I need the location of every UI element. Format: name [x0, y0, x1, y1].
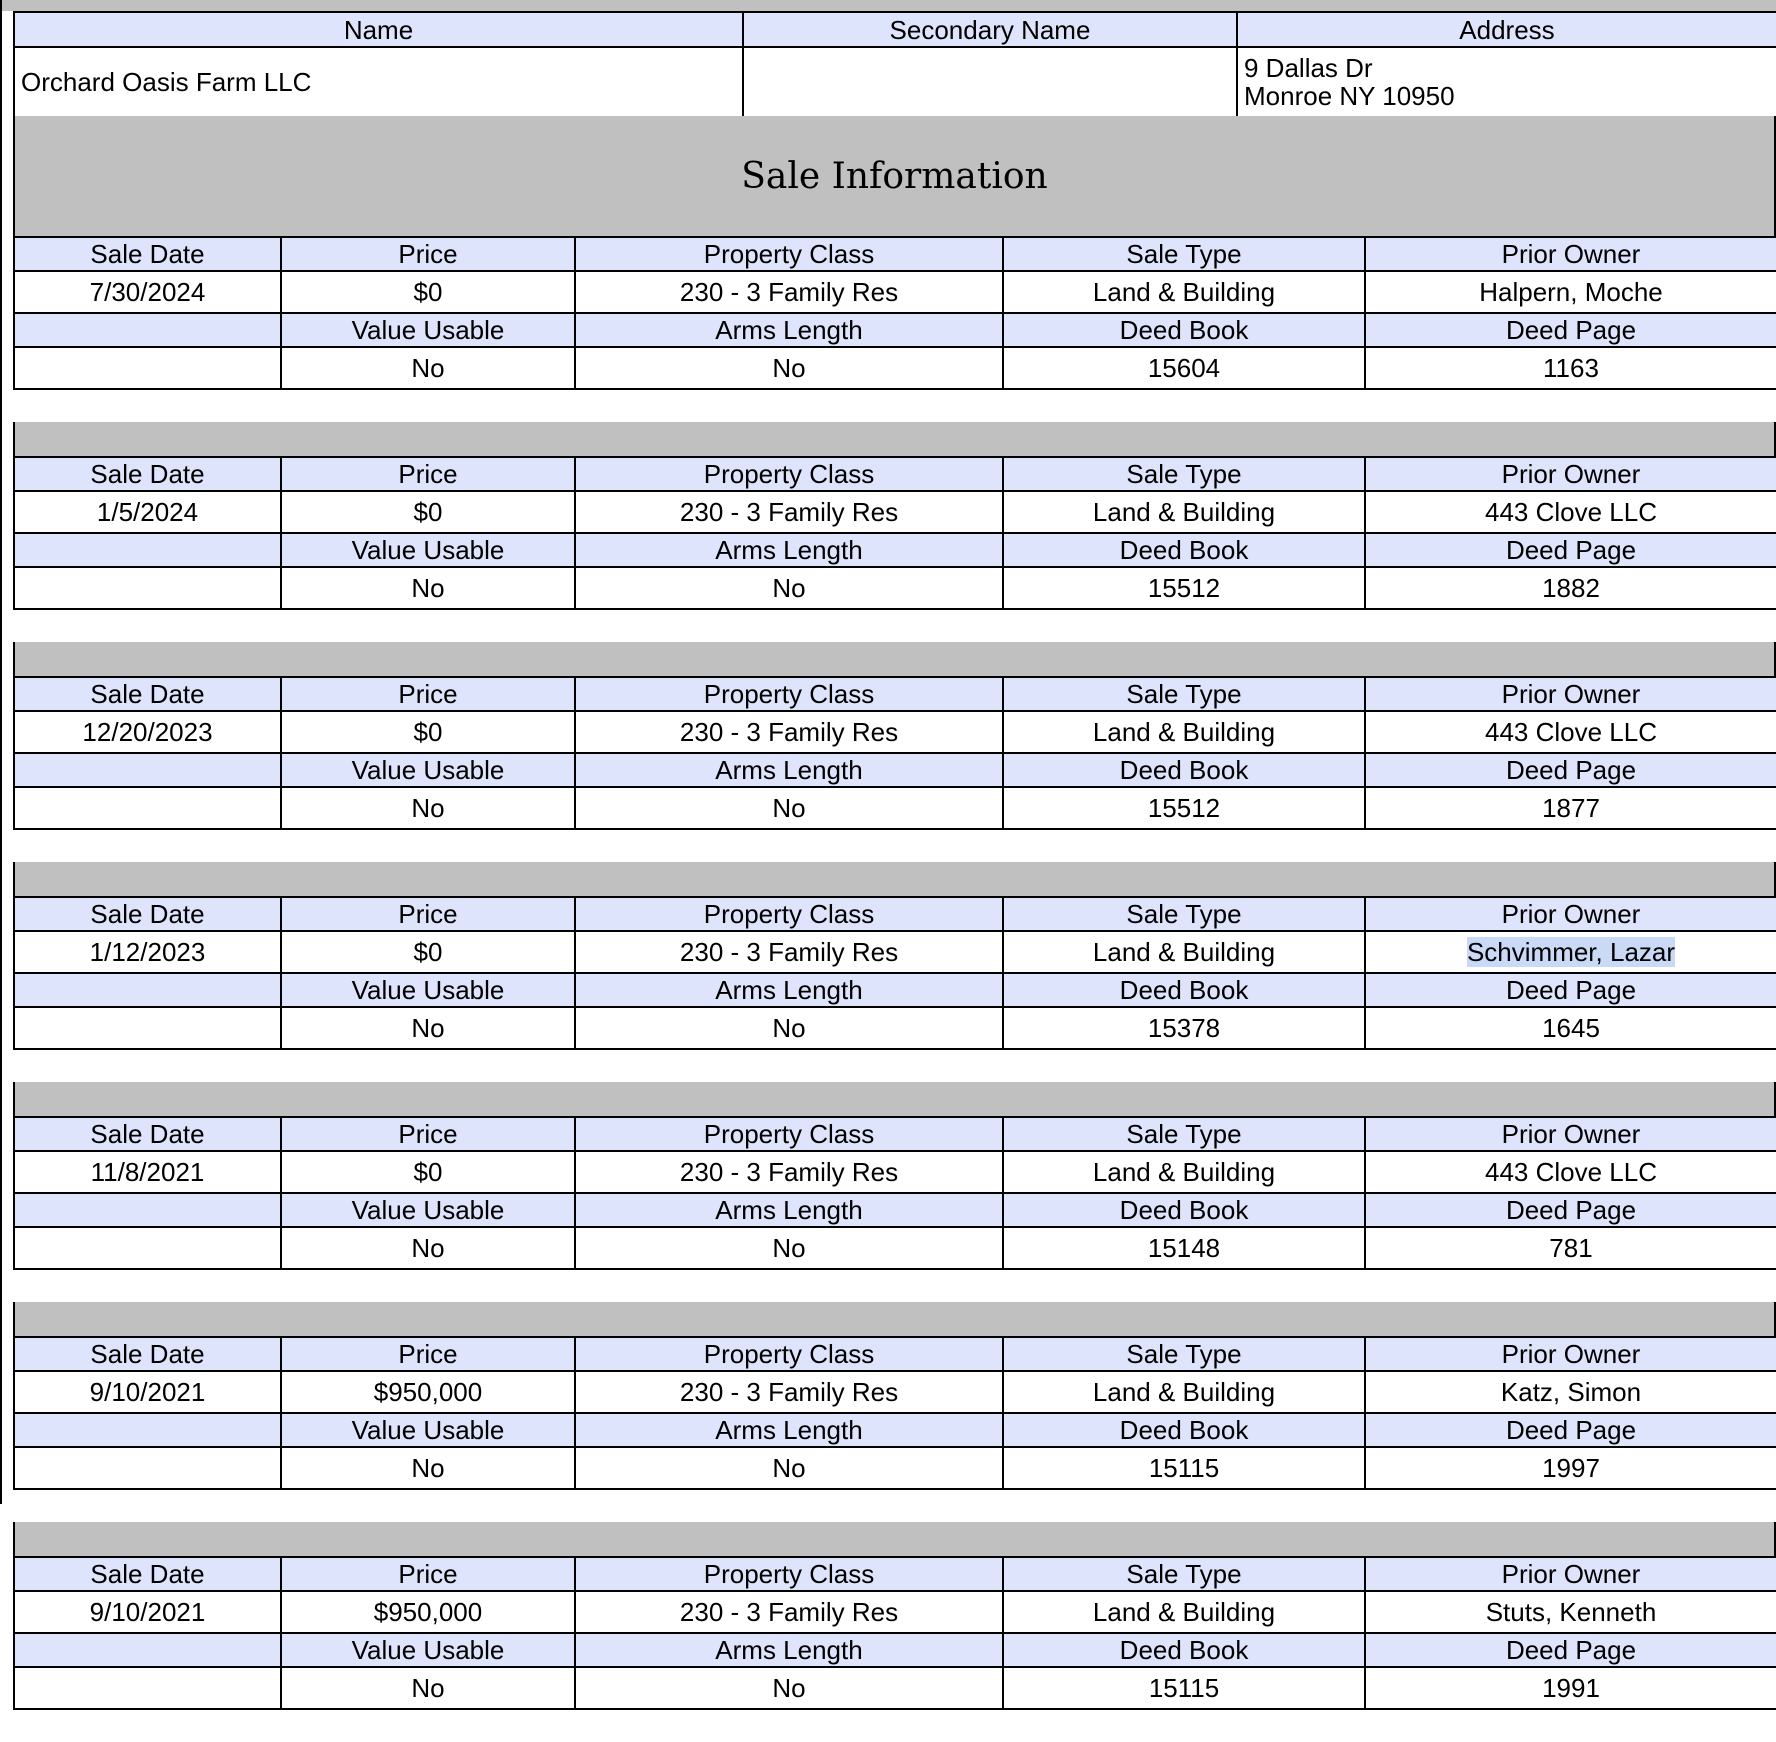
blank-cell	[14, 1447, 281, 1489]
arms-length-label: Arms Length	[575, 1193, 1003, 1227]
blank-cell	[14, 1667, 281, 1709]
property-class-label: Property Class	[575, 1337, 1003, 1371]
prior-owner-cell: 443 Clove LLC	[1365, 1151, 1776, 1193]
property-class-cell: 230 - 3 Family Res	[575, 1151, 1003, 1193]
sale-record	[13, 896, 1776, 1082]
deed-page-label: Deed Page	[1365, 533, 1776, 567]
arms-length-label: Arms Length	[575, 1633, 1003, 1667]
property-class-label: Property Class	[575, 1117, 1003, 1151]
sale-date-cell: 7/30/2024	[14, 271, 281, 313]
arms-length-label: Arms Length	[575, 533, 1003, 567]
sale-data-row	[14, 787, 1776, 829]
sale-label-row	[14, 313, 1776, 347]
value-usable-label: Value Usable	[281, 1413, 575, 1447]
blank-cell	[14, 1227, 281, 1269]
prior-owner-cell: Stuts, Kenneth	[1365, 1591, 1776, 1633]
sale-record	[13, 236, 1776, 422]
sale-data-row	[14, 347, 1776, 389]
arms-length-cell: No	[575, 1007, 1003, 1049]
sale-type-cell: Land & Building	[1003, 1151, 1365, 1193]
price-label: Price	[281, 677, 575, 711]
sale-date-label: Sale Date	[14, 1337, 281, 1371]
sale-label-row	[14, 237, 1776, 271]
price-cell: $950,000	[281, 1371, 575, 1413]
blank-label	[14, 1413, 281, 1447]
prior-owner-label: Prior Owner	[1365, 1337, 1776, 1371]
arms-length-label: Arms Length	[575, 313, 1003, 347]
sale-type-label: Sale Type	[1003, 1337, 1365, 1371]
deed-book-label: Deed Book	[1003, 1193, 1365, 1227]
deed-page-cell: 1991	[1365, 1667, 1776, 1709]
property-class-cell: 230 - 3 Family Res	[575, 931, 1003, 973]
property-class-label: Property Class	[575, 457, 1003, 491]
sale-table	[13, 896, 1776, 1050]
owner-address	[1237, 47, 1776, 117]
sale-record	[13, 1116, 1776, 1302]
price-cell: $950,000	[281, 1591, 575, 1633]
prior-owner-label: Prior Owner	[1365, 1557, 1776, 1591]
blank-cell	[14, 347, 281, 389]
sale-type-cell: Land & Building	[1003, 491, 1365, 533]
sale-label-row	[14, 457, 1776, 491]
price-label: Price	[281, 897, 575, 931]
deed-book-cell: 15148	[1003, 1227, 1365, 1269]
deed-book-label: Deed Book	[1003, 973, 1365, 1007]
deed-page-cell: 1877	[1365, 787, 1776, 829]
sale-date-label: Sale Date	[14, 677, 281, 711]
sale-label-row	[14, 1193, 1776, 1227]
value-usable-label: Value Usable	[281, 973, 575, 1007]
sale-label-row	[14, 677, 1776, 711]
property-class-cell: 230 - 3 Family Res	[575, 491, 1003, 533]
sale-table	[13, 1556, 1776, 1710]
sale-data-row	[14, 1227, 1776, 1269]
sale-date-label: Sale Date	[14, 1117, 281, 1151]
deed-book-cell: 15378	[1003, 1007, 1365, 1049]
sale-data-row	[14, 931, 1776, 973]
deed-page-cell: 1645	[1365, 1007, 1776, 1049]
deed-page-cell: 1997	[1365, 1447, 1776, 1489]
blank-label	[14, 1633, 281, 1667]
deed-page-label: Deed Page	[1365, 1193, 1776, 1227]
price-label: Price	[281, 237, 575, 271]
prior-owner-label: Prior Owner	[1365, 897, 1776, 931]
value-usable-cell: No	[281, 1447, 575, 1489]
deed-page-cell: 1163	[1365, 347, 1776, 389]
sale-label-row	[14, 1117, 1776, 1151]
prior-owner-label: Prior Owner	[1365, 237, 1776, 271]
price-cell: $0	[281, 711, 575, 753]
sale-type-cell: Land & Building	[1003, 931, 1365, 973]
sale-table	[13, 1336, 1776, 1490]
sales-list	[13, 236, 1776, 1742]
prior-owner-label: Prior Owner	[1365, 1117, 1776, 1151]
blank-cell	[14, 787, 281, 829]
sale-label-row	[14, 897, 1776, 931]
sale-date-label: Sale Date	[14, 1557, 281, 1591]
sale-label-row	[14, 973, 1776, 1007]
sale-table	[13, 1116, 1776, 1270]
sale-date-cell: 1/12/2023	[14, 931, 281, 973]
selected-text[interactable]: Schvimmer, Lazar	[1466, 936, 1676, 967]
sale-label-row	[14, 533, 1776, 567]
value-usable-cell: No	[281, 787, 575, 829]
sale-date-cell: 9/10/2021	[14, 1371, 281, 1413]
value-usable-label: Value Usable	[281, 533, 575, 567]
sale-record	[13, 676, 1776, 862]
sale-label-row	[14, 1337, 1776, 1371]
property-class-cell: 230 - 3 Family Res	[575, 1371, 1003, 1413]
blank-cell	[14, 1007, 281, 1049]
property-class-cell: 230 - 3 Family Res	[575, 1591, 1003, 1633]
owner-value-row	[14, 47, 1776, 117]
prior-owner-cell: Halpern, Moche	[1365, 271, 1776, 313]
sale-separator	[13, 422, 1776, 456]
sale-date-label: Sale Date	[14, 457, 281, 491]
sale-label-row	[14, 753, 1776, 787]
deed-page-label: Deed Page	[1365, 973, 1776, 1007]
deed-book-cell: 15512	[1003, 567, 1365, 609]
sale-date-cell: 9/10/2021	[14, 1591, 281, 1633]
deed-page-cell: 1882	[1365, 567, 1776, 609]
arms-length-cell: No	[575, 347, 1003, 389]
blank-label	[14, 533, 281, 567]
sale-label-row	[14, 1557, 1776, 1591]
deed-book-cell: 15604	[1003, 347, 1365, 389]
price-cell: $0	[281, 1151, 575, 1193]
deed-page-label: Deed Page	[1365, 1633, 1776, 1667]
secondary-name-header: Secondary Name	[743, 12, 1237, 47]
value-usable-cell: No	[281, 347, 575, 389]
sale-type-cell: Land & Building	[1003, 271, 1365, 313]
property-class-label: Property Class	[575, 237, 1003, 271]
sale-data-row	[14, 271, 1776, 313]
sale-record	[13, 1336, 1776, 1522]
blank-label	[14, 313, 281, 347]
sale-label-row	[14, 1413, 1776, 1447]
value-usable-cell: No	[281, 1007, 575, 1049]
arms-length-cell: No	[575, 1667, 1003, 1709]
value-usable-label: Value Usable	[281, 1633, 575, 1667]
value-usable-cell: No	[281, 1667, 575, 1709]
sale-type-label: Sale Type	[1003, 677, 1365, 711]
deed-book-cell: 15115	[1003, 1447, 1365, 1489]
sale-separator	[13, 642, 1776, 676]
deed-book-cell: 15512	[1003, 787, 1365, 829]
arms-length-cell: No	[575, 1447, 1003, 1489]
deed-page-label: Deed Page	[1365, 753, 1776, 787]
arms-length-label: Arms Length	[575, 753, 1003, 787]
deed-book-label: Deed Book	[1003, 533, 1365, 567]
sale-record	[13, 1556, 1776, 1742]
property-class-cell: 230 - 3 Family Res	[575, 271, 1003, 313]
sale-date-cell: 1/5/2024	[14, 491, 281, 533]
owner-table	[13, 11, 1776, 118]
sale-information-title: Sale Information	[13, 116, 1776, 236]
arms-length-cell: No	[575, 787, 1003, 829]
prior-owner-cell: 443 Clove LLC	[1365, 491, 1776, 533]
deed-book-label: Deed Book	[1003, 313, 1365, 347]
sale-type-cell: Land & Building	[1003, 1591, 1365, 1633]
blank-label	[14, 973, 281, 1007]
sale-table	[13, 456, 1776, 610]
address-line-2: Monroe NY 10950	[1244, 81, 1455, 111]
sale-data-row	[14, 1447, 1776, 1489]
sale-label-row	[14, 1633, 1776, 1667]
name-header: Name	[14, 12, 743, 47]
price-label: Price	[281, 1337, 575, 1371]
sale-type-label: Sale Type	[1003, 237, 1365, 271]
sale-date-cell: 11/8/2021	[14, 1151, 281, 1193]
deed-book-label: Deed Book	[1003, 1413, 1365, 1447]
top-strip	[2, 0, 1776, 11]
sale-type-cell: Land & Building	[1003, 711, 1365, 753]
price-label: Price	[281, 1117, 575, 1151]
price-label: Price	[281, 457, 575, 491]
sale-data-row	[14, 1007, 1776, 1049]
arms-length-label: Arms Length	[575, 1413, 1003, 1447]
sale-data-row	[14, 711, 1776, 753]
sale-separator	[13, 1302, 1776, 1336]
sale-data-row	[14, 491, 1776, 533]
sale-table	[13, 676, 1776, 830]
deed-page-label: Deed Page	[1365, 313, 1776, 347]
price-cell: $0	[281, 491, 575, 533]
sale-date-label: Sale Date	[14, 237, 281, 271]
property-class-label: Property Class	[575, 677, 1003, 711]
sale-date-label: Sale Date	[14, 897, 281, 931]
property-class-label: Property Class	[575, 897, 1003, 931]
arms-length-cell: No	[575, 1227, 1003, 1269]
blank-label	[14, 753, 281, 787]
owner-secondary-name	[743, 47, 1237, 117]
address-line-1: 9 Dallas Dr	[1244, 53, 1373, 83]
blank-label	[14, 1193, 281, 1227]
prior-owner-label: Prior Owner	[1365, 677, 1776, 711]
sale-type-label: Sale Type	[1003, 1557, 1365, 1591]
value-usable-label: Value Usable	[281, 313, 575, 347]
arms-length-label: Arms Length	[575, 973, 1003, 1007]
property-class-cell: 230 - 3 Family Res	[575, 711, 1003, 753]
property-class-label: Property Class	[575, 1557, 1003, 1591]
sale-type-cell: Land & Building	[1003, 1371, 1365, 1413]
prior-owner-cell	[1365, 931, 1776, 973]
sale-type-label: Sale Type	[1003, 897, 1365, 931]
price-cell: $0	[281, 271, 575, 313]
value-usable-label: Value Usable	[281, 753, 575, 787]
arms-length-cell: No	[575, 567, 1003, 609]
prior-owner-cell: Katz, Simon	[1365, 1371, 1776, 1413]
value-usable-label: Value Usable	[281, 1193, 575, 1227]
price-cell: $0	[281, 931, 575, 973]
sale-date-cell: 12/20/2023	[14, 711, 281, 753]
sale-separator	[13, 1522, 1776, 1556]
owner-name: Orchard Oasis Farm LLC	[14, 47, 743, 117]
sale-separator	[13, 1082, 1776, 1116]
deed-page-cell: 781	[1365, 1227, 1776, 1269]
value-usable-cell: No	[281, 567, 575, 609]
sale-data-row	[14, 1151, 1776, 1193]
sale-table	[13, 236, 1776, 390]
deed-book-label: Deed Book	[1003, 1633, 1365, 1667]
sale-data-row	[14, 1667, 1776, 1709]
deed-page-label: Deed Page	[1365, 1413, 1776, 1447]
deed-book-cell: 15115	[1003, 1667, 1365, 1709]
blank-cell	[14, 567, 281, 609]
sale-record	[13, 456, 1776, 642]
owner-header-row	[14, 12, 1776, 47]
sale-data-row	[14, 1591, 1776, 1633]
deed-book-label: Deed Book	[1003, 753, 1365, 787]
sale-data-row	[14, 1371, 1776, 1413]
sale-type-label: Sale Type	[1003, 457, 1365, 491]
price-label: Price	[281, 1557, 575, 1591]
value-usable-cell: No	[281, 1227, 575, 1269]
sale-separator	[13, 862, 1776, 896]
address-header: Address	[1237, 12, 1776, 47]
prior-owner-cell: 443 Clove LLC	[1365, 711, 1776, 753]
sale-type-label: Sale Type	[1003, 1117, 1365, 1151]
prior-owner-label: Prior Owner	[1365, 457, 1776, 491]
sale-data-row	[14, 567, 1776, 609]
